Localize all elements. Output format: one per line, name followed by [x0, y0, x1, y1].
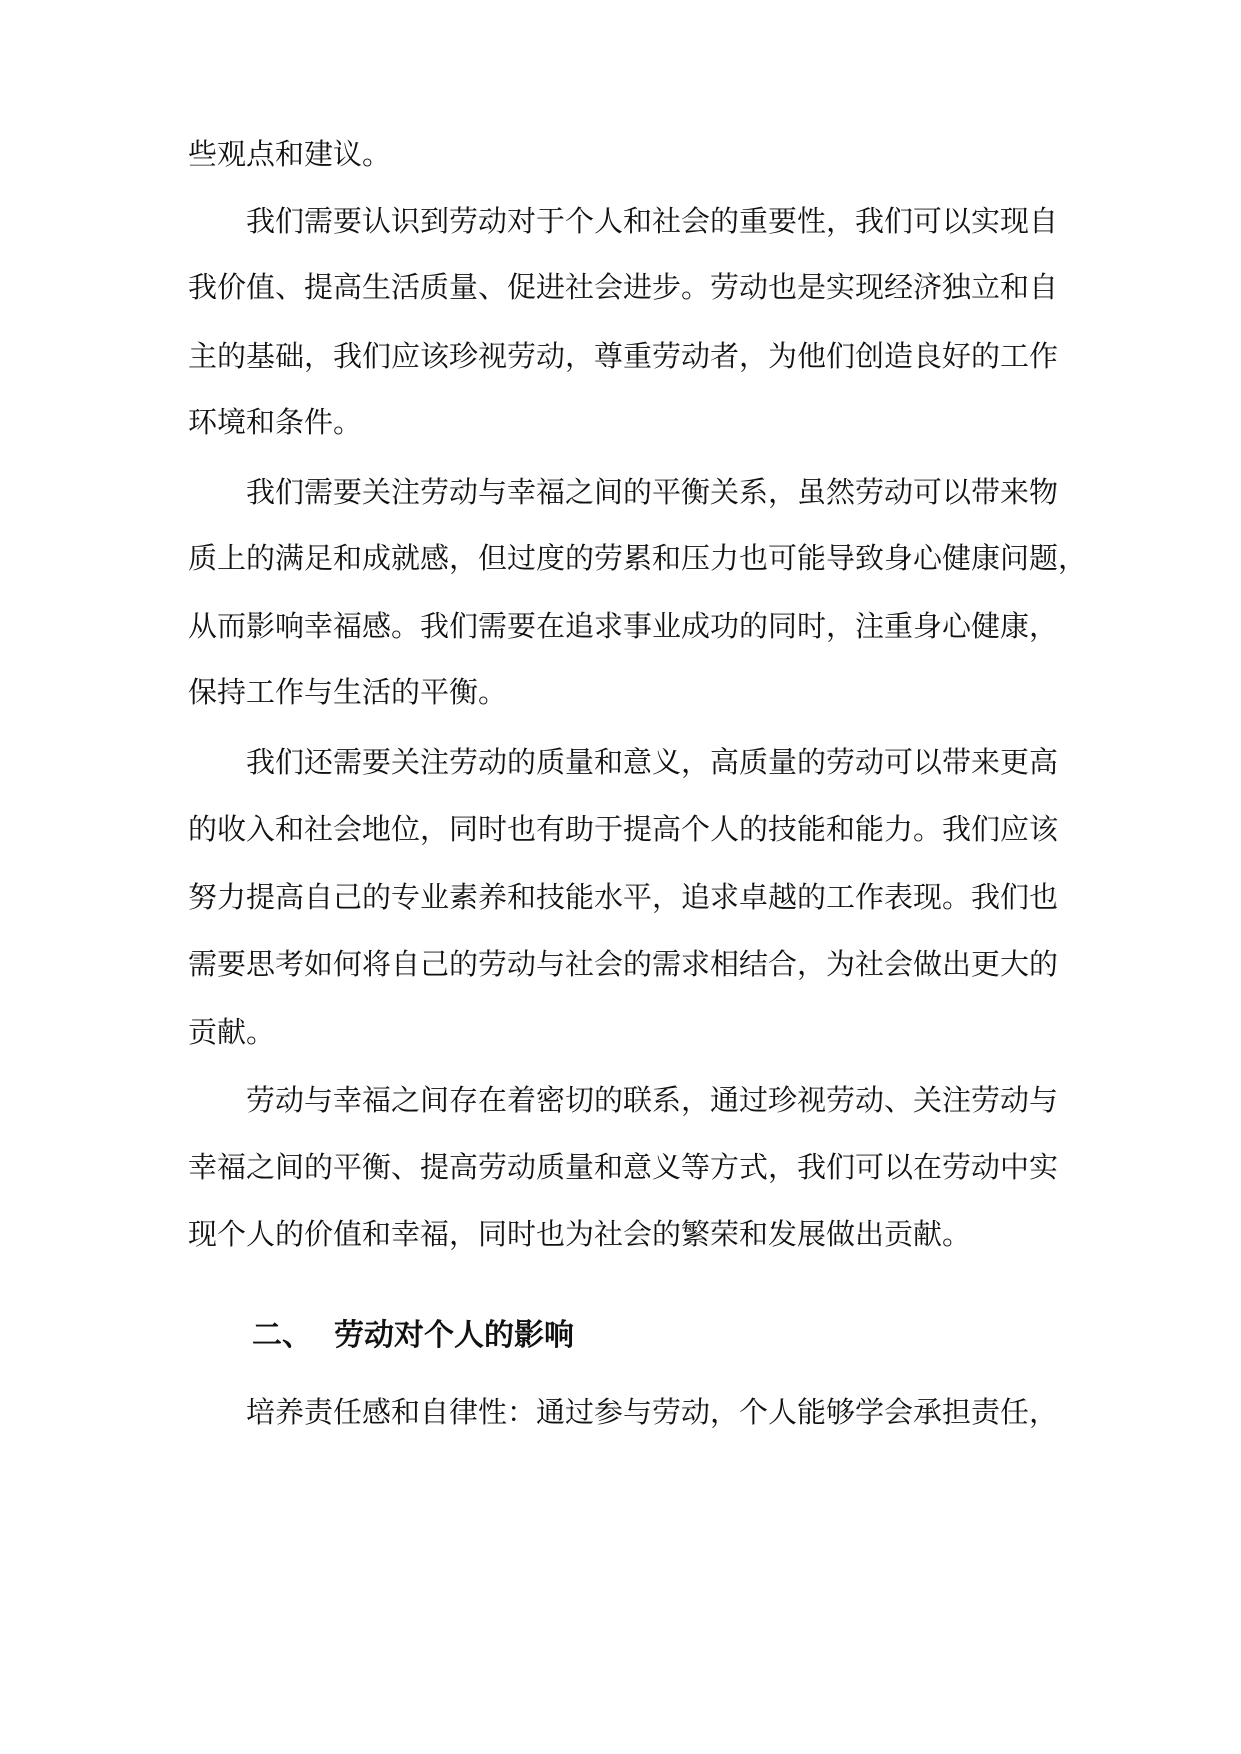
paragraph-line: 保持工作与生活的平衡。 [188, 675, 508, 709]
paragraph-line: 需要思考如何将自己的劳动与社会的需求相结合，为社会做出更大的 [188, 947, 1059, 981]
paragraph-line: 现个人的价值和幸福，同时也为社会的繁荣和发展做出贡献。 [188, 1217, 972, 1251]
section-heading [252, 1310, 574, 1354]
paragraph-line: 我们需要认识到劳动对于个人和社会的重要性，我们可以实现自 [246, 204, 1059, 238]
paragraph-line: 努力提高自己的专业素养和技能水平，追求卓越的工作表现。我们也 [188, 880, 1059, 914]
paragraph-line: 我们需要关注劳动与幸福之间的平衡关系，虽然劳动可以带来物 [246, 475, 1059, 509]
paragraph-line: 主的基础，我们应该珍视劳动，尊重劳动者，为他们创造良好的工作 [188, 339, 1059, 373]
section-heading-number: 二、 [252, 1318, 312, 1353]
section-heading-title: 劳动对个人的影响 [334, 1318, 574, 1353]
paragraph-line: 从而影响幸福感。我们需要在追求事业成功的同时，注重身心健康， [188, 609, 1059, 643]
paragraph-line: 我价值、提高生活质量、促进社会进步。劳动也是实现经济独立和自 [188, 270, 1059, 304]
paragraph-line: 贡献。 [188, 1015, 276, 1049]
paragraph-line: 培养责任感和自律性：通过参与劳动，个人能够学会承担责任， [246, 1395, 1059, 1429]
paragraph-line: 环境和条件。 [188, 405, 363, 439]
paragraph-line: 幸福之间的平衡、提高劳动质量和意义等方式，我们可以在劳动中实 [188, 1150, 1059, 1184]
paragraph-line: 质上的满足和成就感，但过度的劳累和压力也可能导致身心健康问题， [188, 541, 1088, 575]
paragraph-line: 的收入和社会地位，同时也有助于提高个人的技能和能力。我们应该 [188, 812, 1059, 846]
paragraph-line: 劳动与幸福之间存在着密切的联系，通过珍视劳动、关注劳动与 [246, 1083, 1059, 1117]
paragraph-line: 我们还需要关注劳动的质量和意义，高质量的劳动可以带来更高 [246, 745, 1059, 779]
paragraph-line: 些观点和建议。 [188, 137, 392, 171]
